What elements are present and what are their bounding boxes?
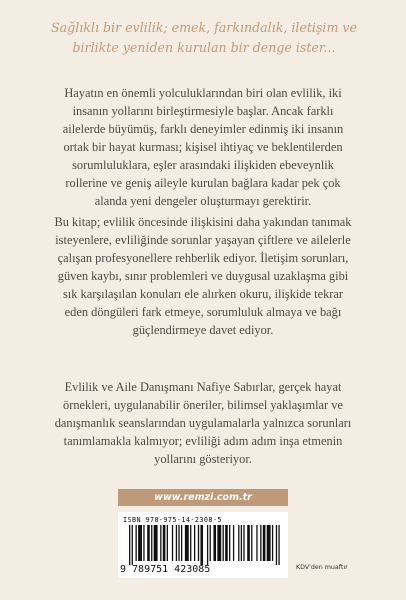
blurb-paragraph-2: Bu kitap; evlilik öncesinde ilişkisini daha yakından tanımak isteyenlere, evliliğinde sorunlar yaşayan çiftlere ve ailelerle çalışan profesyonellere rehberlik ediyor. İletişim sorunları, güven kaybı, sınır problemleri ve duygusal uzaklaşma gibi sık karşılaşılan konuları ele alırken okuru, ilişkide tekrar eden döngüleri fark etmeye, sorumluluk almaya ve bağı güçlendirmeye davet ediyor. <box>54 215 352 337</box>
barcode-digits: 9 789751 423085 <box>120 564 211 575</box>
barcode-label <box>118 512 288 578</box>
publisher-website-bar <box>118 489 288 506</box>
vat-note: KDV'den muaftır <box>296 564 348 571</box>
blurb-paragraph-1: Hayatın en önemli yolculuklarından biri olan evlilik, iki insanın yollarını birleştirmesiyle başlar. Ancak farklı ailelerde büyümüş, farklı deneyimler edinmiş iki insanın ortak bir hayat kurması; kişisel ihtiyaç ve beklentilerden sorumluluklara, eşler arasındaki ilişkiden ebeveynlik rollerine ve geniş aileyle kurulan bağlara kadar pek çok alanda yeni dengeler oluşturmayı gerektirir. <box>62 86 344 208</box>
isbn-number: ISBN 978-975-14-2308-5 <box>123 516 222 524</box>
publisher-website: www.remzi.com.tr <box>154 492 252 503</box>
cover-tagline: Sağlıklı bir evlilik; emek, farkındalık, iletişim ve birlikte yeniden kurulan bir denge ister... <box>51 20 357 55</box>
barcode-icon <box>129 525 281 565</box>
blurb-paragraph-3: Evlilik ve Aile Danışmanı Nafiye Sabırlar, gerçek hayat örnekleri, uygulanabilir öneriler, bilimsel yaklaşımlar ve danışmanlık seanslarından uygulamalarla yalnızca sorunları tanımlamakla kalmıyor; evliliği adım adım inşa etmenin yollarını gösteriyor. <box>54 380 352 466</box>
